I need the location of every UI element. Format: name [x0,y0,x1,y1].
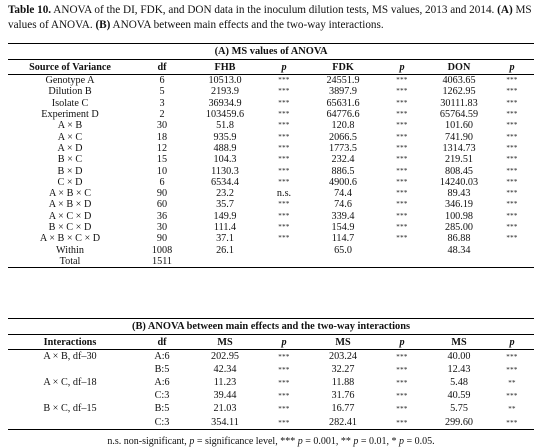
table-cell: *** [506,143,518,152]
table-cell: 1262.95 [442,86,476,98]
table-cell: *** [490,416,534,430]
table-cell: Total [8,256,132,268]
table-cell: 21.03 [213,403,237,415]
table-cell: 40.59 [447,390,471,402]
table-cell: 120.8 [331,120,355,132]
table-cell: 111.4 [213,222,237,233]
table-row [8,403,534,416]
column-header: p [490,60,534,75]
table-cell: 74.6 [334,199,352,211]
table-cell: *** [396,98,408,107]
table-cell: *** [278,234,290,243]
table-cell: Experiment D [41,109,99,121]
footnote-text: = significance level, *** [194,436,298,447]
table-cell: 219.51 [444,154,473,166]
table-cell: *** [506,166,518,175]
table-cell: *** [278,110,290,119]
table-footnote [8,436,534,448]
table-cell: 51.8 [216,120,234,132]
table-row [8,154,534,165]
table-cell: *** [396,189,408,198]
table-cell [376,256,428,268]
table-cell: 1130.3 [211,165,239,177]
table-cell: A × C, df–18 [43,376,97,388]
table-row [8,222,534,233]
table-row [8,131,534,142]
column-header: Source of Variance [8,60,132,75]
table-cell: 203.24 [310,350,376,364]
table-row [8,390,534,403]
table-cell: 26.1 [216,244,234,256]
table-cell: 154.9 [331,222,355,233]
table-section-title: (B) ANOVA between main effects and the two-way interactions [8,319,534,335]
table-cell: 30111.83 [440,97,478,109]
table-cell: 346.19 [444,199,473,211]
table-row [8,109,534,120]
table-cell: *** [490,350,534,364]
caption-part-a: (A) [497,4,513,16]
table-cell: *** [396,132,408,141]
footnote-text: = 0.05. [403,436,435,447]
table-cell: Genotype A [8,75,132,87]
table-cell: A:6 [154,376,170,388]
table-cell: *** [506,200,518,209]
column-header: p [376,60,428,75]
table-cell: 5.75 [450,403,468,415]
table-cell: 101.60 [444,120,473,132]
footnote-text: p [353,436,359,447]
footnote-text: = 0.001, ** [302,436,354,447]
table-cell: *** [278,378,290,387]
table-row [8,188,534,199]
table-cell: C:3 [132,416,192,430]
table-cell: *** [506,223,518,231]
table-cell: *** [396,378,408,387]
table-cell: *** [278,365,290,374]
table-cell: n.s. [276,188,292,200]
footnote-text: p [189,436,195,447]
caption-text: MS values of ANOVA. [8,4,532,31]
table-cell: 12 [156,142,168,154]
table-cell: A × B [57,120,83,132]
table-cell: *** [278,177,290,186]
table-cell: B:5 [154,403,170,415]
table-cell: *** [396,405,408,414]
column-header: FHB [192,60,258,75]
table-cell: *** [278,132,290,141]
table-cell: 1773.5 [328,142,357,154]
table-cell [8,363,132,376]
table-cell: A × C × D [48,210,92,222]
table-cell: 11.88 [331,376,355,388]
table-cell: A × D [57,142,83,154]
table-cell: 65764.59 [439,109,479,121]
table-cell [192,256,258,268]
table-cell: 114.7 [331,233,355,245]
table-cell: *** [506,155,518,164]
table-cell [310,256,376,268]
table-cell: *** [376,416,428,430]
table-cell: 74.4 [334,188,352,200]
table-row [8,165,534,176]
table-cell: 202.95 [192,350,258,364]
table-cell: *** [278,143,290,152]
table-cell: *** [278,392,290,401]
table-row [8,244,534,255]
table-cell: Isolate C [51,97,89,109]
table-cell: *** [506,177,518,186]
column-header: MS [428,335,490,350]
table-cell: *** [396,177,408,186]
table-cell: *** [258,75,310,87]
table-cell: 6 [132,75,192,87]
table-cell: *** [506,189,518,198]
table-cell: 42.34 [213,363,237,375]
table-row [8,75,534,87]
table-cell: *** [506,132,518,141]
table-cell: *** [278,87,290,96]
table-cell: *** [506,98,518,107]
footnote-text: = 0.01, * [358,436,399,447]
table-cell: 282.41 [310,416,376,430]
table-cell: *** [506,211,518,220]
caption-text: ANOVA of the DI, FDK, and DON data in the inoculum dilution tests, MS values, 2013 and 2014. [51,4,498,16]
table-cell: 37.1 [216,233,234,245]
column-header: FDK [310,60,376,75]
table-cell: 32.27 [331,363,355,375]
table-cell: *** [396,155,408,164]
table-cell: 24551.9 [310,75,376,87]
column-header: df [132,60,192,75]
table-cell: 103459.6 [205,109,245,121]
table-cell: A:6 [132,350,192,364]
table-cell: A × B × C [48,188,92,200]
table-cell: 4063.65 [428,75,490,87]
table-cell: *** [376,350,428,364]
table-cell: 90 [156,188,168,200]
table-cell: 4900.6 [328,176,357,188]
table-cell: 5 [159,86,165,98]
table-cell: *** [396,211,408,220]
table-cell: 36 [156,210,168,222]
table-cell [490,244,534,255]
table-cell [428,256,490,268]
table-cell: *** [278,121,290,130]
table-cell: B × C [57,154,83,166]
table-cell: 11.23 [213,376,237,388]
table-cell: 1314.73 [442,142,476,154]
table-row [8,177,534,188]
column-header: p [376,335,428,350]
table-cell: 2 [159,109,165,121]
table-cell: 18 [156,131,168,143]
table-cell: 60 [156,199,168,211]
table-cell [258,256,310,268]
table-cell: 48.34 [447,244,471,256]
table-cell: 6534.4 [210,176,239,188]
table-cell: 36934.9 [208,97,242,109]
table-cell: 285.00 [444,222,473,233]
table-cell: A × B × C × D [39,233,101,245]
table-row [8,256,534,268]
table-cell: 232.4 [331,154,355,166]
table-cell: *** [278,405,290,414]
table-cell: 12.43 [447,363,471,375]
footnote-text: p [398,436,404,447]
table-cell: 100.98 [444,210,473,222]
table-cell: 23.2 [216,188,234,200]
table-cell: ** [508,378,516,387]
table-cell: 339.4 [331,210,355,222]
table-cell [258,244,310,255]
table-cell: 30 [156,222,168,233]
table-cell: 104.3 [213,154,237,166]
table-cell: 886.5 [331,165,355,177]
table-cell: *** [278,223,290,231]
table-cell: B × C × D [48,222,92,233]
column-header: Interactions [8,335,132,350]
table-cell: A × C [57,131,83,143]
table-cell: *** [396,223,408,231]
table-cell: 40.00 [428,350,490,364]
footnote-text: p [297,436,303,447]
table-cell: 89.43 [447,188,471,200]
table-cell: *** [278,166,290,175]
table-cell: *** [396,87,408,96]
table-cell: 31.76 [331,390,355,402]
column-header: MS [310,335,376,350]
table-cell: *** [506,234,518,243]
column-header: p [258,335,310,350]
table-cell: *** [396,110,408,119]
table-cell: 6 [159,176,165,188]
footnote-text: n.s. non-significant, [107,436,190,447]
table-cell: 3 [159,97,165,109]
table-cell: *** [396,365,408,374]
table-cell: *** [258,350,310,364]
table-cell: *** [506,87,518,96]
table-cell: *** [506,392,518,401]
table-cell: Within [56,244,84,256]
table-cell [8,390,132,403]
table-cell: ** [508,405,516,414]
table-cell: 30 [156,120,168,132]
table-cell: 10513.0 [192,75,258,87]
column-header: p [490,335,534,350]
caption-part-b: (B) [95,19,111,31]
table-cell: *** [396,200,408,209]
table-cell: B × C, df–15 [43,403,97,415]
table-cell: 65631.6 [326,97,360,109]
table-cell: 935.9 [213,131,237,143]
table-row [8,98,534,109]
table-cell [8,416,132,430]
table-cell [490,256,534,268]
table-cell: *** [278,155,290,164]
column-header: df [132,335,192,350]
table-cell: *** [396,143,408,152]
table-cell: 86.88 [447,233,471,245]
table-cell: *** [278,211,290,220]
table-cell: A × B, df–30 [8,350,132,364]
table-cell: 15 [156,154,168,166]
table-cell: 10 [156,165,168,177]
table-cell: *** [258,416,310,430]
table-cell: *** [396,166,408,175]
table-row [8,350,534,364]
table-row [8,376,534,389]
table-cell: *** [506,365,518,374]
table-row [8,233,534,244]
table-cell: 2066.5 [328,131,357,143]
column-header: MS [192,335,258,350]
table-cell: *** [396,392,408,401]
table-cell: 354.11 [192,416,258,430]
table-cell: 3897.9 [328,86,357,98]
table-cell: 1511 [132,256,192,268]
table-cell: *** [506,110,518,119]
table-cell [376,244,428,255]
table-row [8,416,534,430]
interactions-table [8,318,534,430]
table-row [8,120,534,131]
table-cell: 5.48 [450,376,468,388]
caption-text: ANOVA between main effects and the two-way interactions. [110,19,384,31]
table-cell: 1008 [151,244,173,256]
table-cell: *** [376,75,428,87]
table-cell: *** [278,98,290,107]
table-cell: 741.90 [444,131,473,143]
table-cell: A × B × D [48,199,92,211]
table-row [8,363,534,376]
table-cell: 14240.03 [439,176,479,188]
table-cell: 2193.9 [210,86,239,98]
table-cell: 39.44 [213,390,237,402]
table-caption [8,3,536,33]
table-cell: 16.77 [331,403,355,415]
table-row [8,211,534,222]
table-row [8,199,534,210]
table-cell: C:3 [154,390,170,402]
column-header: p [258,60,310,75]
table-cell: 65.0 [334,244,352,256]
table-cell: *** [506,121,518,130]
caption-label: Table 10. [8,4,52,16]
table-cell: 35.7 [216,199,234,211]
table-cell: *** [396,121,408,130]
table-cell: 808.45 [444,165,473,177]
table-cell: 149.9 [213,210,237,222]
table-section-title: (A) MS values of ANOVA [8,44,534,60]
table-row [8,143,534,154]
table-row [8,86,534,97]
table-cell: *** [396,234,408,243]
column-header: DON [428,60,490,75]
table-cell: 299.60 [428,416,490,430]
table-cell: 64776.6 [326,109,360,121]
table-cell: B × D [57,165,83,177]
table-cell: *** [490,75,534,87]
table-cell: Dilution B [48,86,92,98]
table-cell: B:5 [154,363,170,375]
table-cell: 90 [156,233,168,245]
table-cell: 488.9 [213,142,237,154]
table-cell: C × D [57,176,83,188]
ms-values-table [8,43,534,268]
table-cell: *** [278,200,290,209]
